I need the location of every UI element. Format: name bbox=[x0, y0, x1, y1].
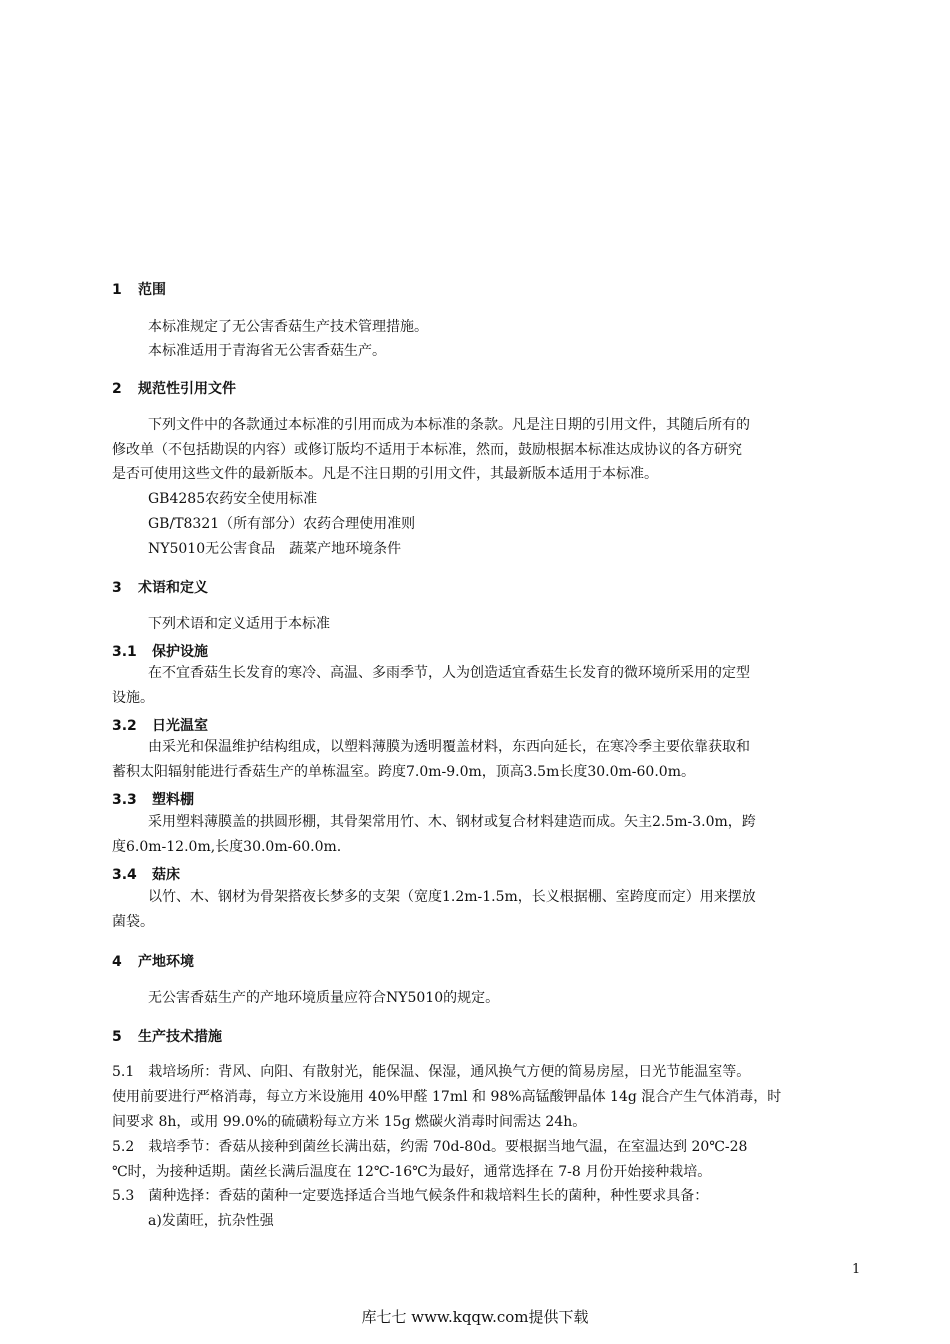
section-3-heading: 3 术语和定义 bbox=[112, 580, 208, 596]
list-item: a)发菌旺，抗杂性强 bbox=[148, 1213, 274, 1229]
section-4-heading: 4 产地环境 bbox=[112, 954, 194, 970]
paragraph-line: 由采光和保温维护结构组成，以塑料薄膜为透明覆盖材料，东西向延长，在寒冷季主要依靠获取和 bbox=[148, 739, 750, 755]
subsection-3-4-heading: 3.4 菇床 bbox=[112, 867, 180, 883]
paragraph-line: 修改单（不包括勘误的内容）或修订版均不适用于本标准，然而，鼓励根据本标准达成协议的各方研究 bbox=[112, 442, 742, 458]
paragraph-line: ℃时，为接种适期。菌丝长满后温度在 12℃-16℃为最好，通常选择在 7-8 月份开始接种栽培。 bbox=[112, 1164, 712, 1180]
subsection-3-1-heading: 3.1 保护设施 bbox=[112, 644, 208, 660]
clause-5-3-line: 5.3 菌种选择：香菇的菌种一定要选择适合当地气候条件和栽培料生长的菌种，种性要求具备： bbox=[112, 1188, 709, 1204]
section-5-heading: 5 生产技术措施 bbox=[112, 1029, 222, 1045]
section-1-heading: 1 范围 bbox=[112, 282, 166, 298]
paragraph-line: 设施。 bbox=[112, 690, 154, 706]
paragraph: 本标准规定了无公害香菇生产技术管理措施。 bbox=[148, 319, 428, 335]
paragraph: 无公害香菇生产的产地环境质量应符合NY5010的规定。 bbox=[148, 990, 500, 1006]
paragraph-line: 间要求 8h，或用 99.0%的硫磺粉每立方米 15g 燃碳火消毒时间需达 24h。 bbox=[112, 1114, 587, 1130]
reference-item: GB/T8321（所有部分）农药合理使用准则 bbox=[148, 516, 416, 532]
paragraph-line: 是否可使用这些文件的最新版本。凡是不注日期的引用文件，其最新版本适用于本标准。 bbox=[112, 466, 658, 482]
reference-item: NY5010无公害食品 蔬菜产地环境条件 bbox=[148, 541, 402, 557]
paragraph: 下列术语和定义适用于本标准 bbox=[148, 616, 330, 632]
download-footer: 库七七 www.kqqw.com提供下载 bbox=[361, 1308, 589, 1326]
paragraph-line: 度6.0m-12.0m,长度30.0m-60.0m. bbox=[112, 839, 342, 855]
paragraph-line: 菌袋。 bbox=[112, 914, 154, 930]
paragraph-line: 蓄积太阳辐射能进行香菇生产的单栋温室。跨度7.0m-9.0m，顶高3.5m长度30.0m-60.0m。 bbox=[112, 764, 695, 780]
clause-5-2-line: 5.2 栽培季节：香菇从接种到菌丝长满出菇，约需 70d-80d。要根据当地气温，在室温达到 20℃-28 bbox=[112, 1139, 748, 1155]
paragraph-line: 采用塑料薄膜盖的拱圆形棚，其骨架常用竹、木、钢材或复合材料建造而成。矢主2.5m-3.0m，跨 bbox=[148, 814, 756, 830]
paragraph-line: 在不宜香菇生长发育的寒冷、高温、多雨季节，人为创造适宜香菇生长发育的微环境所采用的定型 bbox=[148, 665, 750, 681]
paragraph-line: 以竹、木、钢材为骨架搭夜长梦多的支架（宽度1.2m-1.5m，长义根据棚、室跨度而定）用来摆放 bbox=[148, 889, 756, 905]
clause-5-1-line: 5.1 栽培场所：背风、向阳、有散射光，能保温、保湿，通风换气方便的简易房屋，日光节能温室等。 bbox=[112, 1064, 751, 1080]
section-2-heading: 2 规范性引用文件 bbox=[112, 381, 236, 397]
page-number: 1 bbox=[852, 1262, 861, 1277]
reference-item: GB4285农药安全使用标准 bbox=[148, 491, 318, 507]
paragraph: 本标准适用于青海省无公害香菇生产。 bbox=[148, 343, 386, 359]
subsection-3-3-heading: 3.3 塑料棚 bbox=[112, 792, 194, 808]
paragraph-line: 下列文件中的各款通过本标准的引用而成为本标准的条款。凡是注日期的引用文件，其随后所有的 bbox=[148, 417, 750, 433]
subsection-3-2-heading: 3.2 日光温室 bbox=[112, 718, 208, 734]
paragraph-line: 使用前要进行严格消毒，每立方米设施用 40%甲醛 17ml 和 98%高锰酸钾晶体 14g 混合产生气体消毒，时 bbox=[112, 1089, 782, 1105]
